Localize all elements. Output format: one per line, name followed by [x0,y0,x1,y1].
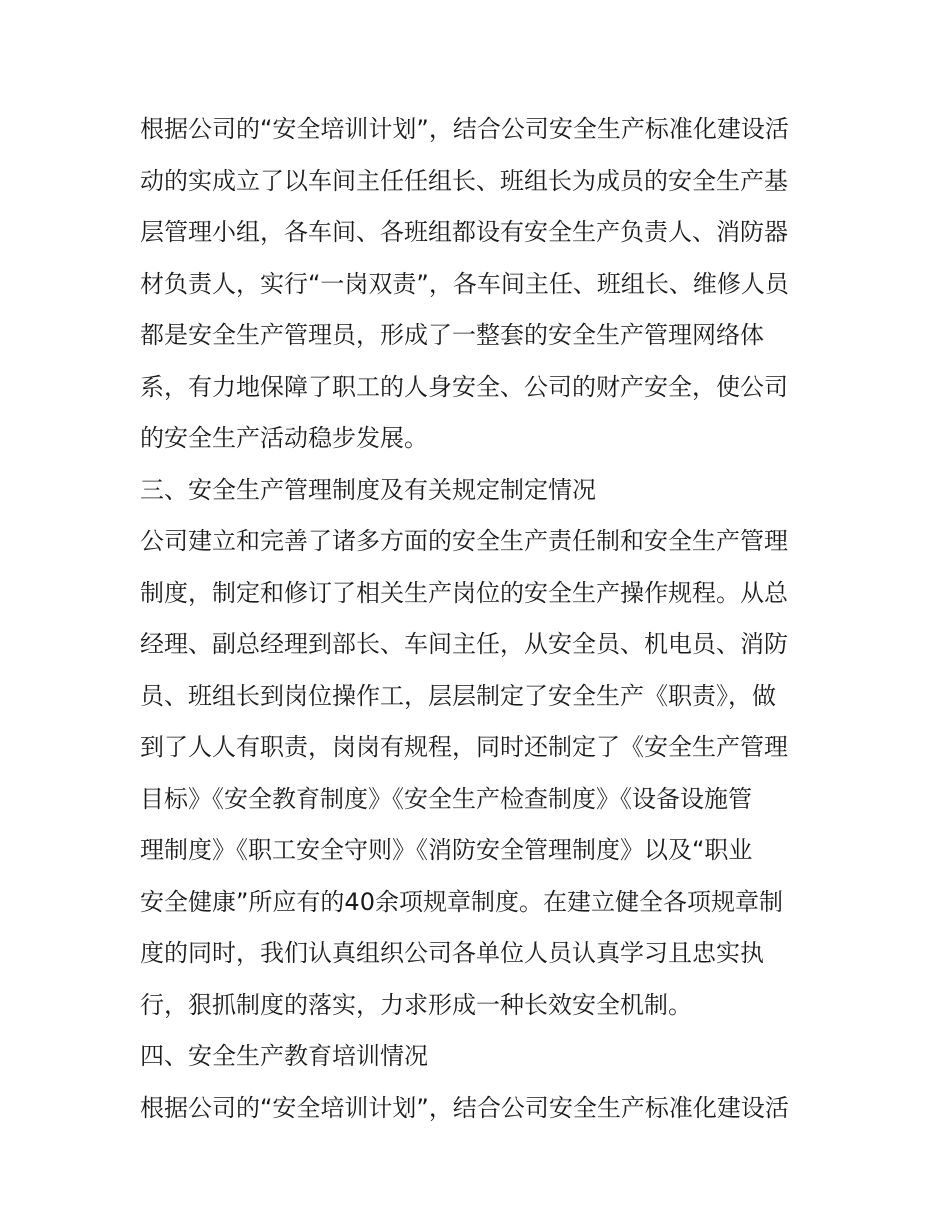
paragraph-line: 制度，制定和修订了相关生产岗位的安全生产操作规程。从总 [140,578,788,607]
paragraph-line: 到了人人有职责，岗岗有规程，同时还制定了《安全生产管理 [140,733,788,761]
section-heading: 三、安全生产管理制度及有关规定制定情况 [140,475,596,504]
paragraph-line: 层管理小组，各车间、各班组都设有安全生产负责人、消防器 [140,218,788,246]
paragraph-line: 理制度》《职工安全守则》《消防安全管理制度》以及“职业 [140,836,753,864]
paragraph-line: 的安全生产活动稳步发展。 [140,424,428,452]
paragraph-line: 度的同时，我们认真组织公司各单位人员认真学习且忠实执 [140,939,764,967]
paragraph-line: 动的实成立了以车间主任任组长、班组长为成员的安全生产基 [140,166,788,195]
paragraph-line: 经理、副总经理到部长、车间主任，从安全员、机电员、消防 [140,630,788,658]
paragraph-line: 根据公司的“安全培训计划”，结合公司安全生产标准化建设活 [140,1093,789,1122]
section-heading: 四、安全生产教育培训情况 [140,1042,428,1070]
paragraph-line: 材负责人，实行“一岗双责”，各车间主任、班组长、维修人员 [140,269,789,298]
paragraph-line: 根据公司的“安全培训计划”，结合公司安全生产标准化建设活 [140,115,789,143]
paragraph-line: 安全健康”所应有的40余项规章制度。在建立健全各项规章制 [140,887,783,916]
paragraph-line: 公司建立和完善了诸多方面的安全生产责任制和安全生产管理 [140,527,788,555]
document-body [140,104,820,1134]
paragraph-line: 都是安全生产管理员，形成了一整套的安全生产管理网络体 [140,321,764,349]
paragraph-line: 行，狠抓制度的落实，力求形成一种长效安全机制。 [140,990,692,1019]
paragraph-line: 系，有力地保障了职工的人身安全、公司的财产安全，使公司 [140,372,788,401]
paragraph-line: 员、班组长到岗位操作工，层层制定了安全生产《职责》，做 [140,681,776,710]
paragraph-line: 目标》《安全教育制度》《安全生产检查制度》《设备设施管 [140,784,752,813]
